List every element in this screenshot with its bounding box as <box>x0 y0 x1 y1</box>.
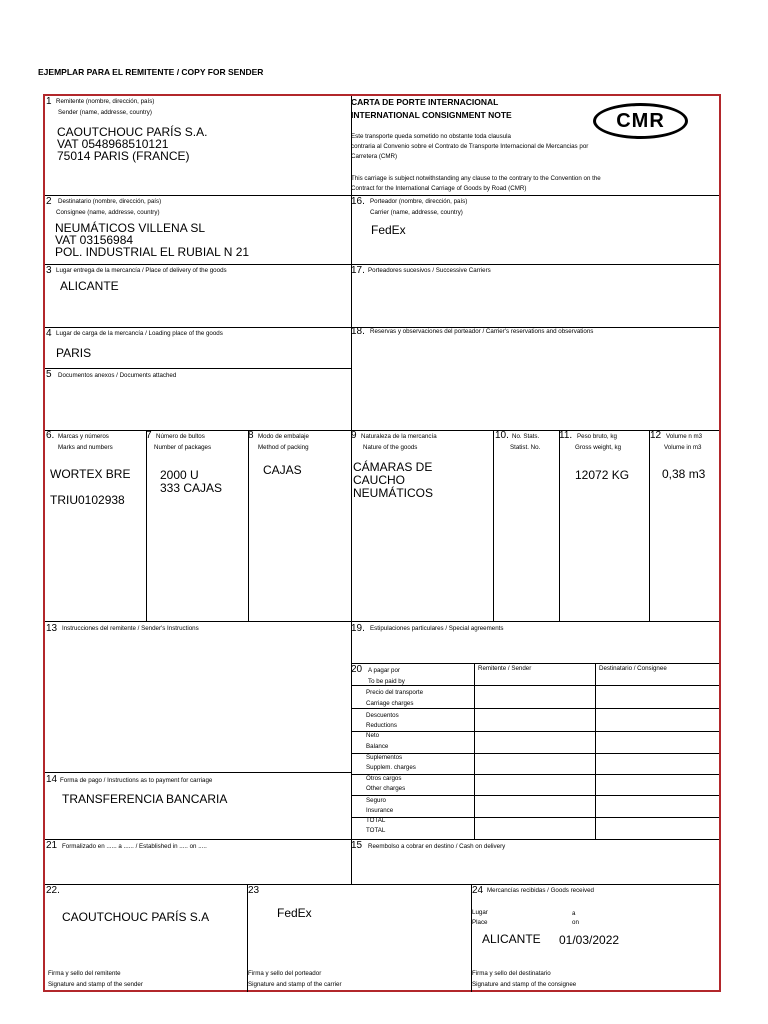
charges-row-3-es: Neto <box>366 732 380 739</box>
marks-value-2: TRIU0102938 <box>50 493 125 507</box>
carrier-signature-name: FedEx <box>277 906 312 920</box>
box24-lugar: Lugar <box>472 909 488 916</box>
box1-label-es: Remitente (nombre, dirección, país) <box>56 98 155 105</box>
box16-number: 16. <box>351 196 365 207</box>
box19-number: 19. <box>351 623 365 634</box>
delivery-place: ALICANTE <box>60 279 119 293</box>
weight-value: 12072 KG <box>575 468 630 482</box>
box4-number: 4 <box>46 328 52 339</box>
box19-label: Estipulaciones particulares / Special agreements <box>370 625 504 632</box>
box24-sig-es: Firma y sello del destinatario <box>472 970 551 977</box>
title-en: INTERNATIONAL CONSIGNMENT NOTE <box>351 110 512 120</box>
goods-value-2: CAUCHO <box>353 473 406 487</box>
cmr-logo: CMR <box>593 103 688 139</box>
box24-label: Mercancías recibidas / Goods received <box>487 887 594 894</box>
box21-label: Formalizado en ...... a ...... / Established in ..... on ..... <box>62 843 207 850</box>
charges-row-6-es: Seguro <box>366 797 386 804</box>
packages-value-1: 2000 U <box>160 468 199 482</box>
box2-number: 2 <box>46 196 52 207</box>
box3-number: 3 <box>46 265 52 276</box>
title-text-es-3: Carretera (CMR) <box>351 153 398 160</box>
charges-row-2-en: Reductions <box>366 722 397 729</box>
box1-label-en: Sender (name, addresse, country) <box>58 109 152 116</box>
col12-number: 12 <box>650 430 662 441</box>
box24-number: 24 <box>472 885 484 896</box>
charges-row-6-en: Insurance <box>366 807 394 814</box>
sender-name: CAOUTCHOUC PARÍS S.A. <box>57 125 208 139</box>
title-text-es-2: contraria al Convenio sobre el Contrato de Transporte Internacional de Mercancias por <box>351 143 589 150</box>
box21-number: 21 <box>46 840 58 851</box>
consignee-name: NEUMÁTICOS VILLENA SL <box>55 221 206 235</box>
col10-label-en: Statist. No. <box>510 444 541 451</box>
box24-on: on <box>572 919 579 926</box>
title-text-es-1: Este transporte queda sometido no obstante toda clausula <box>351 133 511 140</box>
col12-label-en: Volume in m3 <box>664 444 702 451</box>
title-text-en-1: This carriage is subject notwithstanding any clause to the contrary to the Convention on the <box>351 175 601 182</box>
box23-sig-en: Signature and stamp of the carrier <box>248 981 342 988</box>
col8-number: 8 <box>248 430 254 441</box>
col6-label-en: Marks and numbers <box>58 444 113 451</box>
box23-sig-es: Firma y sello del porteador <box>248 970 322 977</box>
col7-label-es: Número de bultos <box>156 433 205 440</box>
received-place: ALICANTE <box>482 932 541 946</box>
box22-sig-en: Signature and stamp of the sender <box>48 981 143 988</box>
payment-method: TRANSFERENCIA BANCARIA <box>62 792 228 806</box>
packing-value: CAJAS <box>263 463 302 477</box>
box20-col-sender: Remitente / Sender <box>478 665 532 672</box>
col6-number: 6. <box>46 430 55 441</box>
box16-label-es: Porteador (nombre, dirección, país) <box>370 198 468 205</box>
box2-label-en: Consignee (name, addresse, country) <box>56 209 160 216</box>
charges-row-3-en: Balance <box>366 743 389 750</box>
charges-row-5-es: Otros cargos <box>366 775 402 782</box>
col6-label-es: Marcas y números <box>58 433 109 440</box>
col11-label-es: Peso bruto, kg <box>577 433 617 440</box>
title-es: CARTA DE PORTE INTERNACIONAL <box>351 97 499 107</box>
box20-col-consignee: Destinatario / Consignee <box>599 665 667 672</box>
col11-number: 11. <box>559 430 573 441</box>
page-header: EJEMPLAR PARA EL REMITENTE / COPY FOR SENDER <box>38 67 264 77</box>
box16-label-en: Carrier (name, addresse, country) <box>370 209 463 216</box>
box14-number: 14 <box>46 774 58 785</box>
charges-row-1-en: Carriage charges <box>366 700 414 707</box>
box5-number: 5 <box>46 369 52 380</box>
col10-label-es: No. Stats. <box>512 433 540 440</box>
box24-sig-en: Signature and stamp of the consignee <box>472 981 577 988</box>
consignee-vat: VAT 03156984 <box>55 233 134 247</box>
charges-row-5-en: Other charges <box>366 785 406 792</box>
col7-label-en: Number of packages <box>154 444 212 451</box>
charges-row-4-es: Suplementos <box>366 754 403 761</box>
volume-value: 0,38 m3 <box>662 467 706 481</box>
col8-label-en: Method of packing <box>258 444 309 451</box>
marks-value-1: WORTEX BRE <box>50 467 131 481</box>
charges-row-4-en: Supplem. charges <box>366 764 416 771</box>
box22-number: 22. <box>46 885 60 896</box>
charges-row-2-es: Descuentos <box>366 712 399 719</box>
box3-label: Lugar entrega de la mercancía / Place of delivery of the goods <box>56 267 227 274</box>
col9-number: 9 <box>351 430 357 441</box>
sender-address: 75014 PARIS (FRANCE) <box>57 149 190 163</box>
loading-place: PARIS <box>56 346 92 360</box>
packages-value-2: 333 CAJAS <box>160 481 223 495</box>
title-text-en-2: Contract for the International Carriage of Goods by Road (CMR) <box>351 185 527 192</box>
box13-label: Instrucciones del remitente / Sender's Instructions <box>62 625 199 632</box>
col8-label-es: Modo de embalaje <box>258 433 309 440</box>
box15-number: 15 <box>351 840 363 851</box>
box20-number: 20 <box>351 664 363 675</box>
carrier-name: FedEx <box>371 223 406 237</box>
col7-number: 7 <box>146 430 152 441</box>
box22-sig-es: Firma y sello del remitente <box>48 970 121 977</box>
col9-label-en: Nature of the goods <box>363 444 418 451</box>
received-date: 01/03/2022 <box>559 933 620 947</box>
goods-value-3: NEUMÁTICOS <box>353 486 434 500</box>
box15-label: Reembolso a cobrar en destino / Cash on delivery <box>368 843 506 850</box>
box1-number: 1 <box>46 96 52 107</box>
goods-value-1: CÁMARAS DE <box>353 460 433 474</box>
box18-label: Reservas y observaciones del porteador / Carrier's reservations and observations <box>370 328 594 335</box>
charges-row-1-es: Precio del transporte <box>366 689 424 696</box>
col11-label-en: Gross weight, kg <box>575 444 622 451</box>
box17-number: 17. <box>351 265 365 276</box>
consignee-address: POL. INDUSTRIAL EL RUBIAL N 21 <box>55 245 250 259</box>
box4-label: Lugar de carga de la mercancía / Loading place of the goods <box>56 330 223 337</box>
sender-vat: VAT 0548968510121 <box>57 137 169 151</box>
box18-number: 18. <box>351 326 365 337</box>
box24-place: Place <box>472 919 488 926</box>
box20-label-en: To be paid by <box>368 678 405 685</box>
box5-label: Documentos anexos / Documents attached <box>58 372 177 379</box>
sender-signature-name: CAOUTCHOUC PARÍS S.A <box>62 910 210 924</box>
box17-label: Porteadores sucesivos / Successive Carriers <box>368 267 491 274</box>
charges-row-7-es: TOTAL <box>366 817 386 824</box>
col10-number: 10. <box>495 430 509 441</box>
box2-label-es: Destinatario (nombre, dirección, país) <box>58 198 162 205</box>
box23-number: 23 <box>248 885 260 896</box>
col9-label-es: Naturaleza de la mercancía <box>361 433 437 440</box>
box13-number: 13 <box>46 623 58 634</box>
charges-row-7-en: TOTAL <box>366 827 386 834</box>
box24-a: a <box>572 910 576 917</box>
box14-label: Forma de pago / Instructions as to payment for carriage <box>60 777 213 784</box>
col12-label-es: Volume n m3 <box>666 433 703 440</box>
box20-label-es: A pagar por <box>368 667 400 674</box>
